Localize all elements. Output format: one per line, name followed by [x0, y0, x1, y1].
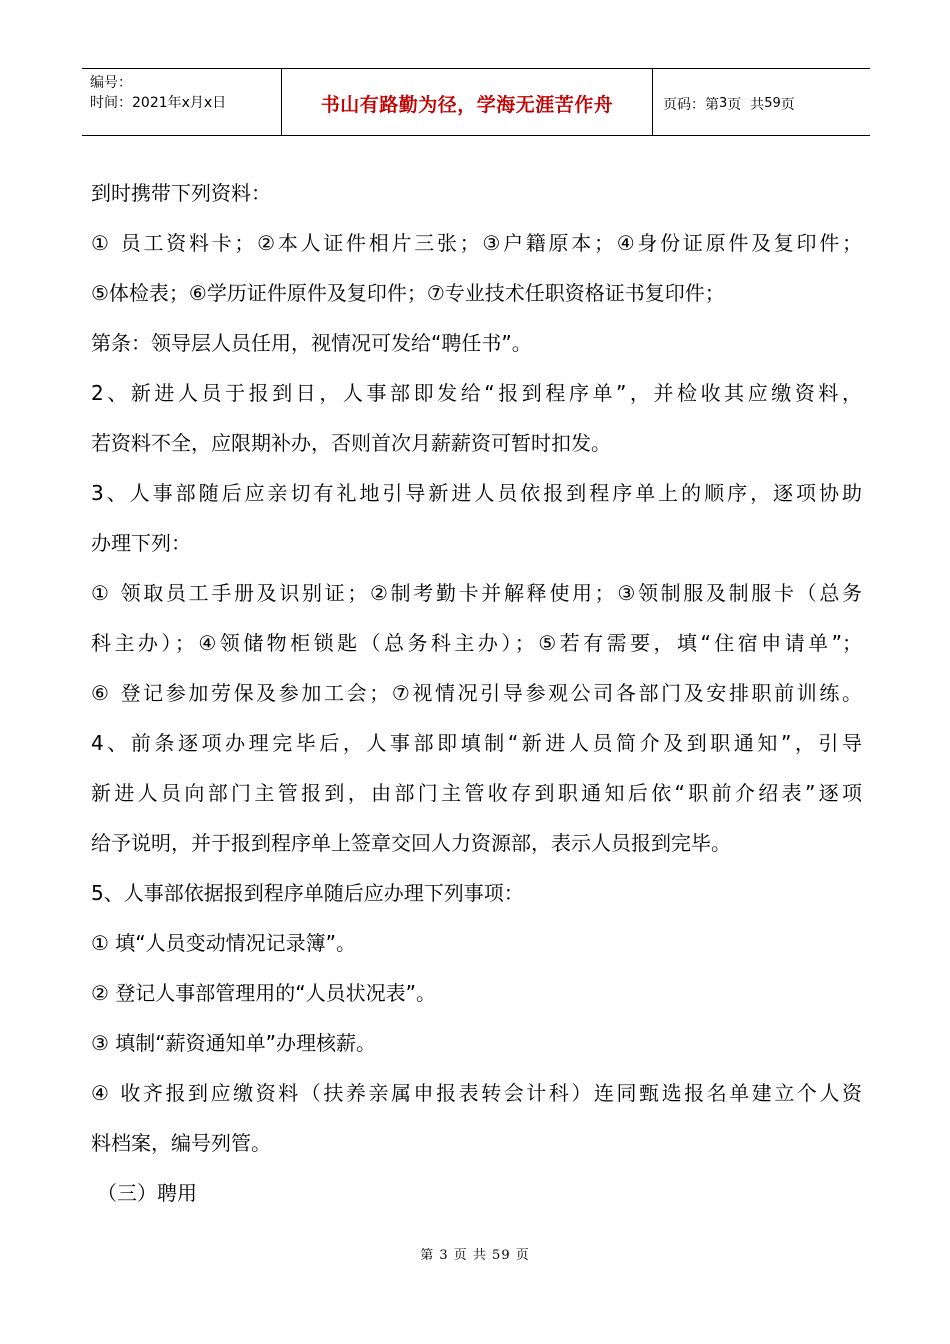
page-footer: 第 3 页 共 59 页: [420, 1248, 530, 1263]
page-total: 59: [764, 96, 781, 111]
body-line: 料档案，编号列管。: [91, 1131, 271, 1155]
body-line: ④ 收齐报到应缴资料（扶养亲属申报表转会计科）连同甄选报名单建立个人资: [91, 1081, 862, 1105]
document-body: [91, 168, 871, 1218]
body-line: 3、人事部随后应亲切有礼地引导新进人员依报到程序单上的顺序，逐项协助: [91, 481, 862, 505]
page-label: 页码：第: [663, 96, 719, 113]
document-header: [82, 68, 870, 136]
section-heading: （三）聘用: [97, 1181, 197, 1205]
body-line: 4、前条逐项办理完毕后，人事部即填制“新进人员简介及到职通知”，引导: [91, 731, 862, 755]
body-line: 到时携带下列资料：: [91, 181, 271, 205]
body-line: 5、人事部依据报到程序单随后应办理下列事项：: [91, 881, 524, 905]
document-code-label: 编号：: [90, 75, 132, 91]
page-end-label: 页: [780, 96, 795, 113]
body-line: ① 填“人员变动情况记录簿”。: [91, 931, 357, 955]
document-date: 时间：2021年x月x日: [90, 95, 227, 111]
header-page-number: [653, 69, 870, 135]
page-mid-label: 页 共: [727, 96, 765, 113]
body-line: ② 登记人事部管理用的“人员状况表”。: [91, 981, 437, 1005]
header-motto: 书山有路勤为径，学海无涯苦作舟: [282, 69, 653, 135]
body-line: 若资料不全，应限期补办，否则首次月薪薪资可暂时扣发。: [91, 431, 611, 455]
body-line: 办理下列：: [91, 531, 191, 555]
body-line: ⑤体检表；⑥学历证件原件及复印件；⑦专业技术任职资格证书复印件；: [91, 281, 725, 305]
body-line: 第条：领导层人员任用，视情况可发给“聘任书”。: [91, 331, 532, 355]
body-line: 给予说明，并于报到程序单上签章交回人力资源部，表示人员报到完毕。: [91, 831, 731, 855]
body-line: 2、新进人员于报到日，人事部即发给“报到程序单”，并检收其应缴资料，: [91, 381, 862, 405]
body-line: 新进人员向部门主管报到，由部门主管收存到职通知后依“职前介绍表”逐项: [91, 781, 862, 805]
body-line: ① 员工资料卡；②本人证件相片三张；③户籍原本；④身份证原件及复印件；: [91, 231, 862, 255]
header-info-cell: [82, 69, 282, 135]
page-current: 3: [719, 96, 728, 111]
body-line: ③ 填制“薪资通知单”办理核薪。: [91, 1031, 377, 1055]
body-line: ⑥ 登记参加劳保及参加工会；⑦视情况引导参观公司各部门及安排职前训练。: [91, 681, 862, 705]
body-line: ① 领取员工手册及识别证；②制考勤卡并解释使用；③领制服及制服卡（总务: [91, 581, 862, 605]
body-line: 科主办）；④领储物柜锁匙（总务科主办）；⑤若有需要，填“住宿申请单”；: [91, 631, 862, 655]
